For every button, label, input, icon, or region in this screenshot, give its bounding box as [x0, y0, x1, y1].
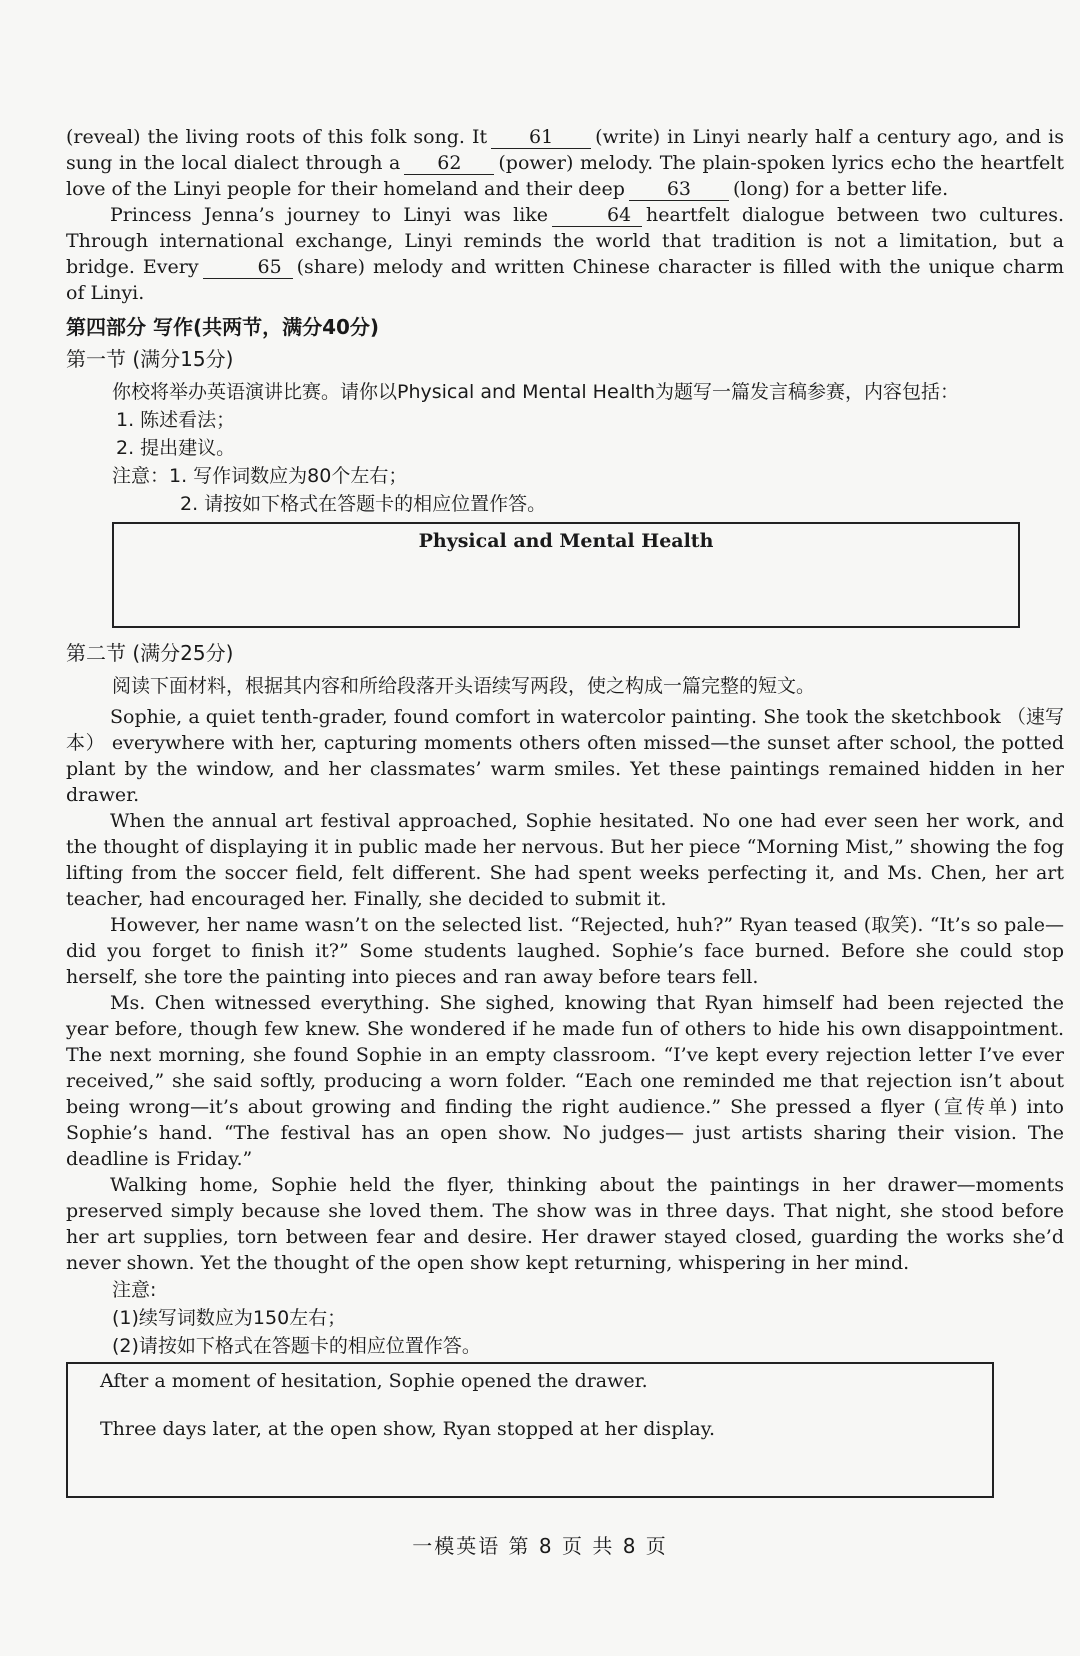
blank-62[interactable]: 62 — [404, 152, 494, 175]
section2-title: 第二节 (满分25分) — [66, 641, 234, 665]
continuation-opening-1: After a moment of hesitation, Sophie opened the drawer. — [100, 1370, 648, 1392]
story-paragraph: However, her name wasn’t on the selected list. “Rejected, huh?” Ryan teased (取笑). “It’s so pale—did you forget to finish it?” Some students laughed. Sophie’s face burned. Before she could stop herself, she tore the painting into pieces and ran away before tears fell. — [66, 914, 1064, 988]
blank-63[interactable]: 63 — [629, 178, 729, 201]
text-span: (power) melody. The plain-spoken lyrics echo the heartfelt love of the Linyi people for their homeland and their deep — [66, 152, 1064, 200]
page-footer: 一模英语 第 8 页 共 8 页 — [412, 1534, 668, 1558]
section1-intro: 你校将举办英语演讲比赛。请你以Physical and Mental Health为题写一篇发言稿参赛，内容包括： — [112, 381, 960, 403]
text-span: heartfelt dialogue between two cultures. Through international exchange, Linyi reminds the world that tradition is not a limitation, but a bridge. Every — [66, 204, 1064, 278]
story-paragraph: When the annual art festival approached, Sophie hesitated. No one had ever seen her work, and the thought of displaying it in public made her nervous. But her piece “Morning Mist,” showing the fog lifting from the soccer field, felt different. She had spent weeks perfecting it, and Ms. Chen, her art teacher, had encouraged her. Finally, she decided to submit it. — [66, 810, 1064, 910]
text-span: (long) for a better life. — [732, 178, 949, 200]
section2-note: (1)续写词数应为150左右； — [112, 1307, 347, 1329]
text-span: (write) in Linyi nearly half a century ago, and is sung in the local dialect through a — [66, 126, 1064, 174]
passage-paragraph — [66, 202, 1064, 306]
text-span: (reveal) the living roots of this folk song. It — [66, 126, 488, 148]
text-span: (share) melody and written Chinese character is filled with the unique charm of Linyi. — [66, 256, 1064, 304]
section1-note: 注意：1. 写作词数应为80个左右； — [112, 465, 408, 487]
story-paragraph: Ms. Chen witnessed everything. She sighed, knowing that Ryan himself had been rejected the year before, though few knew. She wondered if he made fun of others to hide his own disappointment. The next morning, she found Sophie in an empty classroom. “I’ve kept every rejection letter I’ve ever received,” she said softly, producing a worn folder. “Each one reminded me that rejection isn’t about being wrong—it’s about growing and finding the right audience.” She pressed a flyer (宣传单) into Sophie’s hand. “The festival has an open show. No judges— just artists sharing their vision. The deadline is Friday.” — [66, 992, 1064, 1170]
blank-61[interactable]: 61 — [491, 126, 591, 149]
page-content — [66, 124, 1064, 1498]
passage-paragraph — [66, 124, 1064, 202]
part4-title: 第四部分 写作(共两节，满分40分) — [66, 315, 380, 339]
story-paragraph: Walking home, Sophie held the flyer, thinking about the paintings in her drawer—moments preserved simply because she loved them. The show was in three days. That night, she stood before her art supplies, torn between fear and desire. Her drawer stayed closed, guarding the works she’d never shown. Yet the thought of the open show kept returning, whispering in her mind. — [66, 1174, 1064, 1274]
blank-64[interactable]: 64 — [552, 204, 642, 227]
section1-title: 第一节 (满分15分) — [66, 347, 234, 371]
answer-box-continuation[interactable] — [66, 1362, 994, 1498]
section1-item: 2. 提出建议。 — [116, 437, 236, 459]
section2-note: 注意: — [112, 1279, 157, 1301]
answer-box-essay[interactable] — [112, 522, 1020, 628]
continuation-opening-2: Three days later, at the open show, Ryan stopped at her display. — [100, 1418, 716, 1440]
essay-title: Physical and Mental Health — [418, 530, 714, 552]
text-span: Princess Jenna’s journey to Linyi was like — [110, 204, 549, 226]
section2-note: (2)请按如下格式在答题卡的相应位置作答。 — [112, 1335, 481, 1357]
story-passage — [66, 704, 1064, 1276]
section1-item: 1. 陈述看法； — [116, 409, 236, 431]
story-paragraph: Sophie, a quiet tenth-grader, found comfort in watercolor painting. She took the sketchbook （速写本） everywhere with her, capturing moments others often missed—the sunset after school, the potted plant by the window, and her classmates’ warm smiles. Yet these paintings remained hidden in her drawer. — [66, 706, 1064, 806]
section1-note: 2. 请按如下格式在答题卡的相应位置作答。 — [180, 493, 547, 515]
section2-intro: 阅读下面材料，根据其内容和所给段落开头语续写两段，使之构成一篇完整的短文。 — [112, 675, 816, 697]
blank-65[interactable]: 65 — [203, 256, 293, 279]
